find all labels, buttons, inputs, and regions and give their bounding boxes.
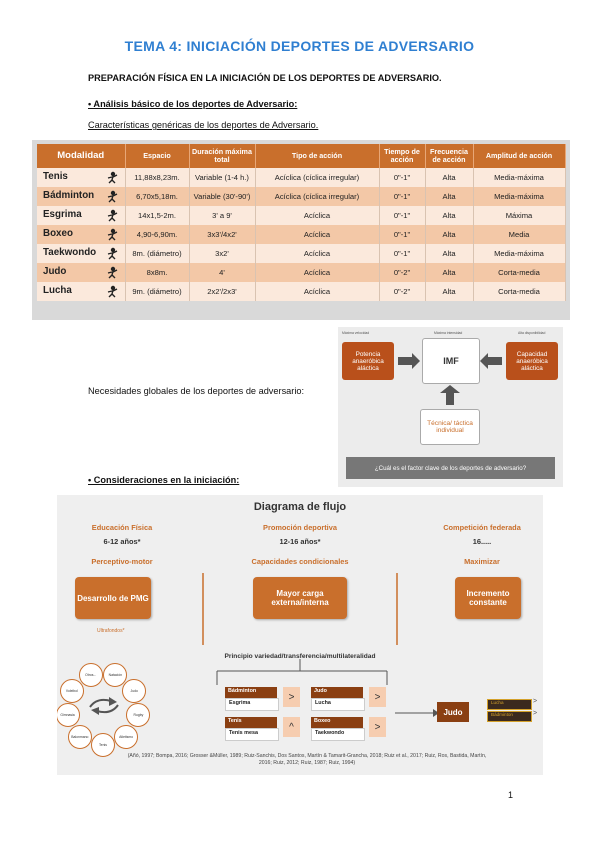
box-capacidad: Capacidad anaeróbica aláctica [506,342,558,380]
cell-action: Acíclica [255,206,379,225]
slide-top-mid: Máxima intensidad [434,331,463,335]
cell-modalidad [37,206,125,225]
cell-space: 14x1,5-2m. [125,206,189,225]
cell-amp: Media-máxima [473,244,565,263]
judo-item-badminton: Bádminton [487,711,532,722]
section-analysis: • Análisis básico de los deportes de Adversario: [88,99,298,109]
judo-item-lucha: Lucha [487,699,532,710]
table-row [37,244,565,263]
sport-circle: Atletismo [114,725,138,749]
references: (Añó, 1997; Bompa, 2016; Grosser &Müller, 1989; Ruiz-Sanchis, Dos Santos, Martín & Tamarit-Grancha, 2018; Ruiz et al., 2017; Ruiz, Ros, Bastida, Martín, 2016; Ruiz, 2012; Ruiz, 1987; Ruiz, 1994) [127,753,487,766]
cell-freq: Alta [425,225,473,244]
fencing-icon [106,209,119,222]
cell-amp: Media-máxima [473,168,565,187]
cell-action: Acíclica [255,282,379,301]
comparison-boxeo-taekwondo [311,717,381,741]
table-row [37,206,565,225]
cell-freq: Alta [425,263,473,282]
stage3-focus: Maximizar [464,557,500,566]
cmp-symbol: > [283,687,300,707]
needs-label: Necesidades globales de los deportes de adversario: [88,386,305,396]
cell-space: 6,70x5,18m. [125,187,189,206]
needs-slide [338,327,563,487]
sport-circle: Natación [103,663,127,687]
cell-time: 0"-1" [379,187,425,206]
cmp-b: Taekwondo [311,728,365,741]
box-tecnica: Técnica/ táctica individual [420,409,480,445]
flow-title: Diagrama de flujo [253,501,347,513]
ultrafondos-note: Ultrafondos* [97,628,125,634]
table-header-row [37,144,565,168]
stage2-age: 12-16 años* [279,537,321,546]
cell-action: Acíclica [255,263,379,282]
cell-modalidad [37,225,125,244]
stage1-head: Educación Física [91,523,153,532]
wrestling-icon [106,285,119,298]
cell-modalidad [37,263,125,282]
document-subtitle: PREPARACIÓN FÍSICA EN LA INICIACIÓN DE LOS DEPORTES DE ADVERSARIO. [88,73,442,83]
cell-amp: Corta-media [473,263,565,282]
table-row [37,282,565,301]
cmp-a: Judo [311,687,363,698]
cell-space: 8m. (diámetro) [125,244,189,263]
sport-circle: Otros... [79,663,103,687]
sport-name: Tenis [43,171,68,182]
judo-gt-1: > [533,698,538,705]
cell-duration: 2x2'/2x3' [189,282,255,301]
box-potencia: Potencia anaeróbica aláctica [342,342,394,380]
table-row [37,187,565,206]
cell-freq: Alta [425,282,473,301]
sport-circle: Rugby [126,703,150,727]
cell-space: 4,90-6,90m. [125,225,189,244]
section-considerations: • Consideraciones en la iniciación: [88,475,240,485]
header-modalidad: Modalidad [37,144,125,168]
cell-time: 0"-1" [379,244,425,263]
tennis-icon [106,171,119,184]
sport-name: Lucha [43,285,72,296]
cmp-symbol: > [369,687,386,707]
sport-name: Taekwondo [43,247,97,258]
header-duracion: Duración máxima total [189,144,255,168]
cell-modalidad [37,187,125,206]
stage3-head: Competición federada [443,523,521,532]
page-number: 1 [508,790,514,800]
sport-name: Bádminton [43,190,95,201]
cmp-symbol: ^ [283,717,300,737]
cell-time: 0"-1" [379,206,425,225]
subsection-characteristics: Características genéricas de los deportes de Adversario. [88,120,319,130]
judo-box: Judo [437,702,469,722]
sports-table-panel [32,140,570,320]
cell-duration: 4' [189,263,255,282]
taekwondo-icon [106,247,119,260]
header-espacio: Espacio [125,144,189,168]
comparison-tenis-tenismesa [225,717,294,741]
cell-space: 11,88x8,23m. [125,168,189,187]
cell-amp: Media [473,225,565,244]
principle-label: Principio variedad/transferencia/multilateralidad [224,653,376,660]
box-desarrollo-pmg: Desarrollo de PMG [75,577,151,619]
sport-name: Boxeo [43,228,73,239]
cell-freq: Alta [425,206,473,225]
judo-icon [106,266,119,279]
comparison-badminton-esgrima [225,687,295,711]
cell-duration: Variable (30'-90') [189,187,255,206]
header-tipo-accion: Tipo de acción [255,144,379,168]
cell-freq: Alta [425,244,473,263]
cell-action: Acíclica (cíclica irregular) [255,187,379,206]
boxing-icon [106,228,119,241]
sport-circle: Gimnasia [57,703,80,727]
stage3-age: 16..... [472,537,492,546]
cell-time: 0"-2" [379,263,425,282]
cell-action: Acíclica [255,244,379,263]
cell-amp: Media-máxima [473,187,565,206]
cell-action: Acíclica (cíclica irregular) [255,168,379,187]
slide-top-right: Alta disponibilidad [518,331,546,335]
judo-gt-2: > [533,710,538,717]
cell-freq: Alta [425,168,473,187]
slide-top-left: Máxima velocidad [342,331,370,335]
box-imf: IMF [422,338,480,384]
table-row [37,263,565,282]
cmp-a: Tenis [225,717,277,728]
box-incremento: Incremento constante [455,577,521,619]
sport-circle: Judo [122,679,146,703]
cycle-arrows-icon [87,695,121,717]
cell-duration: Variable (1-4 h.) [189,168,255,187]
header-tiempo-accion: Tiempo de acción [379,144,425,168]
sports-table [37,144,566,301]
cell-space: 8x8m. [125,263,189,282]
cmp-b: Lucha [311,698,365,711]
cmp-symbol: > [369,717,386,737]
cell-duration: 3x2' [189,244,255,263]
cell-time: 0"-2" [379,282,425,301]
sport-circle: Balonmano [68,725,92,749]
cell-modalidad [37,244,125,263]
cell-duration: 3' a 9' [189,206,255,225]
badminton-icon [106,190,119,203]
stage2-focus: Capacidades condicionales [251,557,349,566]
table-row [37,168,565,187]
slide-question: ¿Cuál es el factor clave de los deportes de adversario? [346,457,555,479]
stage1-age: 6-12 años* [103,537,141,546]
cell-amp: Máxima [473,206,565,225]
sport-name: Esgrima [43,209,82,220]
cell-modalidad [37,168,125,187]
sport-name: Judo [43,266,67,277]
cmp-a: Bádminton [225,687,277,698]
cell-space: 9m. (diámetro) [125,282,189,301]
cell-modalidad [37,282,125,301]
cell-freq: Alta [425,187,473,206]
stage2-head: Promoción deportiva [263,523,337,532]
cell-time: 0"-1" [379,168,425,187]
header-amplitud: Amplitud de acción [473,144,565,168]
cell-amp: Corta-media [473,282,565,301]
box-mayor-carga: Mayor carga externa/interna [253,577,347,619]
cmp-a: Boxeo [311,717,363,728]
flow-diagram [57,495,543,775]
cell-duration: 3x3'/4x2' [189,225,255,244]
cmp-b: Tenis mesa [225,728,279,741]
stage1-focus: Perceptivo-motor [91,557,153,566]
cell-action: Acíclica [255,225,379,244]
sport-circle: Voleibol [60,679,84,703]
sport-circle: Tenis [91,733,115,757]
cmp-b: Esgrima [225,698,279,711]
comparison-judo-lucha [311,687,381,711]
table-row [37,225,565,244]
document-title: TEMA 4: INICIACIÓN DEPORTES DE ADVERSARIO [124,38,475,54]
header-frecuencia: Frecuencia de acción [425,144,473,168]
cell-time: 0"-1" [379,225,425,244]
